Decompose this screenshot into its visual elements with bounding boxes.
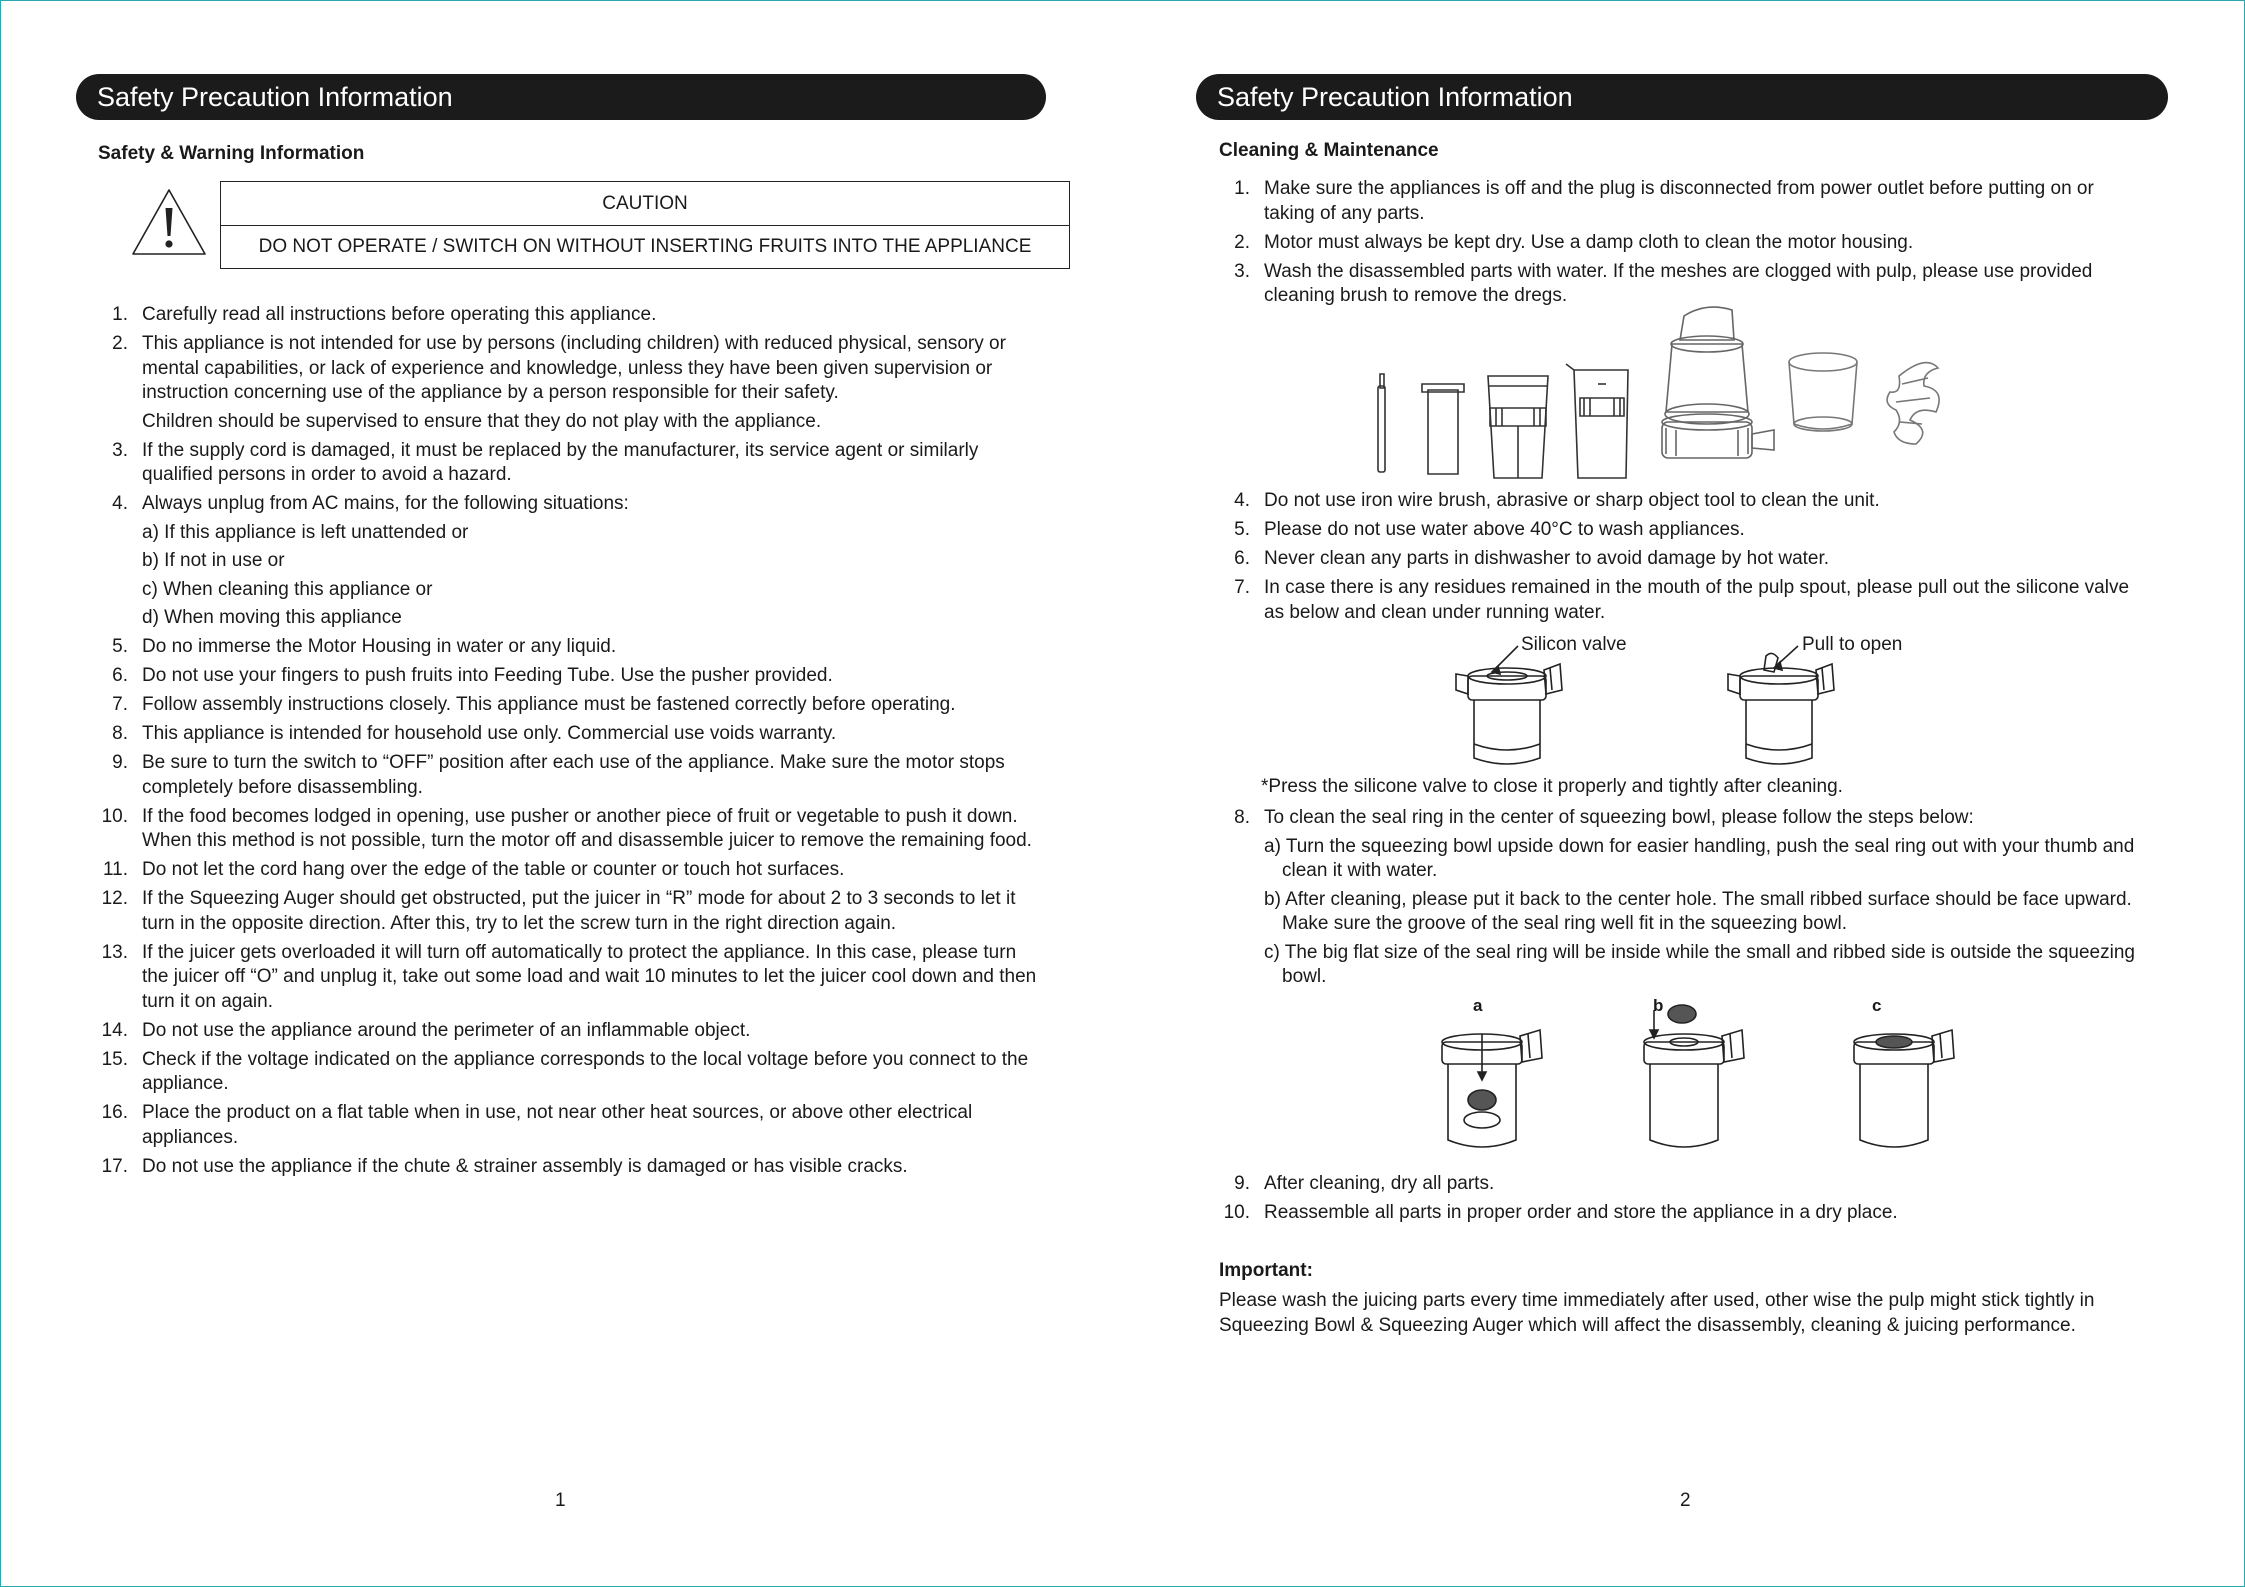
cleaning-list-8 xyxy=(1220,806,2142,994)
seal-ring-step-c-illustration xyxy=(1846,1022,1966,1162)
silicon-valve-label: Silicon valve xyxy=(1521,634,1627,655)
step-a-label: a xyxy=(1473,996,1483,1015)
list-item: 2. Motor must always be kept dry. Use a damp cloth to clean the motor housing. xyxy=(1234,231,1914,253)
list-item: 3. Wash the disassembled parts with water. If the meshes are clogged with pulp, please use provided cleaning brush to remove the dregs. xyxy=(1234,260,2093,306)
list-item: 13. If the juicer gets overloaded it will turn off automatically to protect the appliance. In this case, please turn the juicer off “O” and unplug it, take out some load and wait 10 minutes to let the juicer cool down and then turn it on again. xyxy=(101,941,1037,1012)
important-title: Important: xyxy=(1219,1260,1313,1281)
seal-ring-step-a-illustration xyxy=(1436,1022,1546,1162)
cleaning-list-c xyxy=(1220,1172,2142,1230)
page-1-header: Safety Precaution Information xyxy=(76,74,1046,120)
cleaning-maintenance-title: Cleaning & Maintenance xyxy=(1219,140,1439,161)
seal-ring-step-b-illustration xyxy=(1636,1000,1756,1162)
page-number: 1 xyxy=(555,1490,566,1511)
list-item: 9. After cleaning, dry all parts. xyxy=(1234,1173,1495,1194)
list-item: 5. Please do not use water above 40°C to wash appliances. xyxy=(1234,519,1745,540)
warning-triangle-icon xyxy=(130,186,208,258)
list-item: 5. Do no immerse the Motor Housing in water or any liquid. xyxy=(112,636,617,657)
list-item: 15. Check if the voltage indicated on the appliance corresponds to the local voltage before you connect to the appliance. xyxy=(101,1048,1029,1094)
list-item: 6. Never clean any parts in dishwasher to avoid damage by hot water. xyxy=(1234,548,1830,569)
list-item: 12. If the Squeezing Auger should get obstructed, put the juicer in “R” mode for about 2 to 3 seconds to let it turn in the opposite direction. After this, try to let the screw turn in the right direction again. xyxy=(101,888,1016,934)
list-item: 4. Always unplug from AC mains, for the following situations: a) If this appliance is left unattended or b) If not in use or c) When cleaning this appliance or d) When moving this appliance xyxy=(112,493,629,628)
silicone-valve-open-illustration xyxy=(1726,640,1836,770)
list-item: 11. Do not let the cord hang over the edge of the table or counter or touch hot surfaces. xyxy=(102,859,845,880)
important-text: Please wash the juicing parts every time immediately after used, other wise the pulp might stick tightly in Squeezing Bowl & Squeezing Auger which will affect the disassembly, cleaning & juicing performance. xyxy=(1219,1290,2095,1336)
caution-box xyxy=(220,181,1070,269)
list-item: 2. This appliance is not intended for use by persons (including children) with reduced physical, sensory or mental capabilities, or lack of experience and knowledge, unless they have been given supervision or instruction concerning use of the appliance by a person responsible for their safety. Children should be supervised to ensure that they do not play with the appliance. xyxy=(112,333,1006,432)
list-item: 7. Follow assembly instructions closely. This appliance must be fastened correctly before operating. xyxy=(112,694,956,715)
list-item: 3. If the supply cord is damaged, it must be replaced by the manufacturer, its service agent or similarly qualified persons in order to avoid a hazard. xyxy=(112,439,979,485)
list-item: 6. Do not use your fingers to push fruits into Feeding Tube. Use the pusher provided. xyxy=(112,665,833,686)
step-c-label: c xyxy=(1872,996,1882,1015)
list-item: 9. Be sure to turn the switch to “OFF” position after each use of the appliance. Make sure the motor stops completely before disassembling. xyxy=(112,752,1005,798)
safety-list xyxy=(98,303,1046,1184)
caution-title: CAUTION xyxy=(221,182,1069,226)
juicer-parts-illustration xyxy=(1376,294,2056,484)
list-item: 8. To clean the seal ring in the center of squeezing bowl, please follow the steps below: a) Turn the squeezing bowl upside down for easier handling, push the seal ring out with your thumb and clean it with water. b) After cleaning, please put it back to the center hole. The small ribbed surface should be face upward. Make sure the groove of the seal ring well fit in the squeezing bowl. c) The big flat size of the seal ring will be inside while the small and ribbed side is outside the squeezing bowl. xyxy=(1234,807,2135,987)
list-item: 10. Reassemble all parts in proper order and store the appliance in a dry place. xyxy=(1223,1202,1898,1223)
page-number: 2 xyxy=(1680,1490,1691,1511)
page-2 xyxy=(1196,0,2168,1587)
press-valve-note: *Press the silicone valve to close it properly and tightly after cleaning. xyxy=(1261,776,1843,797)
list-item: 1. Make sure the appliances is off and the plug is disconnected from power outlet before putting on or taking of any parts. xyxy=(1234,178,2094,224)
cleaning-list-b xyxy=(1220,489,2142,630)
list-item: 1. Carefully read all instructions before operating this appliance. xyxy=(112,304,657,325)
step-b-label: b xyxy=(1653,996,1664,1015)
cleaning-list-a xyxy=(1220,177,2142,313)
list-item: 4. Do not use iron wire brush, abrasive or sharp object tool to clean the unit. xyxy=(1234,490,1880,511)
pull-to-open-label: Pull to open xyxy=(1802,634,1903,655)
list-item: 7. In case there is any residues remained in the mouth of the pulp spout, please pull out the silicone valve as below and clean under running water. xyxy=(1234,577,2130,623)
caution-text: DO NOT OPERATE / SWITCH ON WITHOUT INSERTING FRUITS INTO THE APPLIANCE xyxy=(258,236,1032,257)
list-item: 10. If the food becomes lodged in opening, use pusher or another piece of fruit or vegetable to push it down. When this method is not possible, turn the motor off and disassemble juicer to remove the remaining food. xyxy=(101,805,1032,851)
page-1 xyxy=(76,0,1046,1587)
list-item: 8. This appliance is intended for household use only. Commercial use voids warranty. xyxy=(112,723,837,744)
list-item: 16. Place the product on a flat table when in use, not near other heat sources, or above other electrical appliances. xyxy=(101,1102,973,1148)
list-item: 17. Do not use the appliance if the chute & strainer assembly is damaged or has visible cracks. xyxy=(101,1155,908,1177)
list-item: 14. Do not use the appliance around the perimeter of an inflammable object. xyxy=(101,1019,751,1041)
page-2-header: Safety Precaution Information xyxy=(1196,74,2168,120)
safety-warning-title: Safety & Warning Information xyxy=(98,143,365,164)
silicone-valve-closed-illustration xyxy=(1454,640,1564,770)
